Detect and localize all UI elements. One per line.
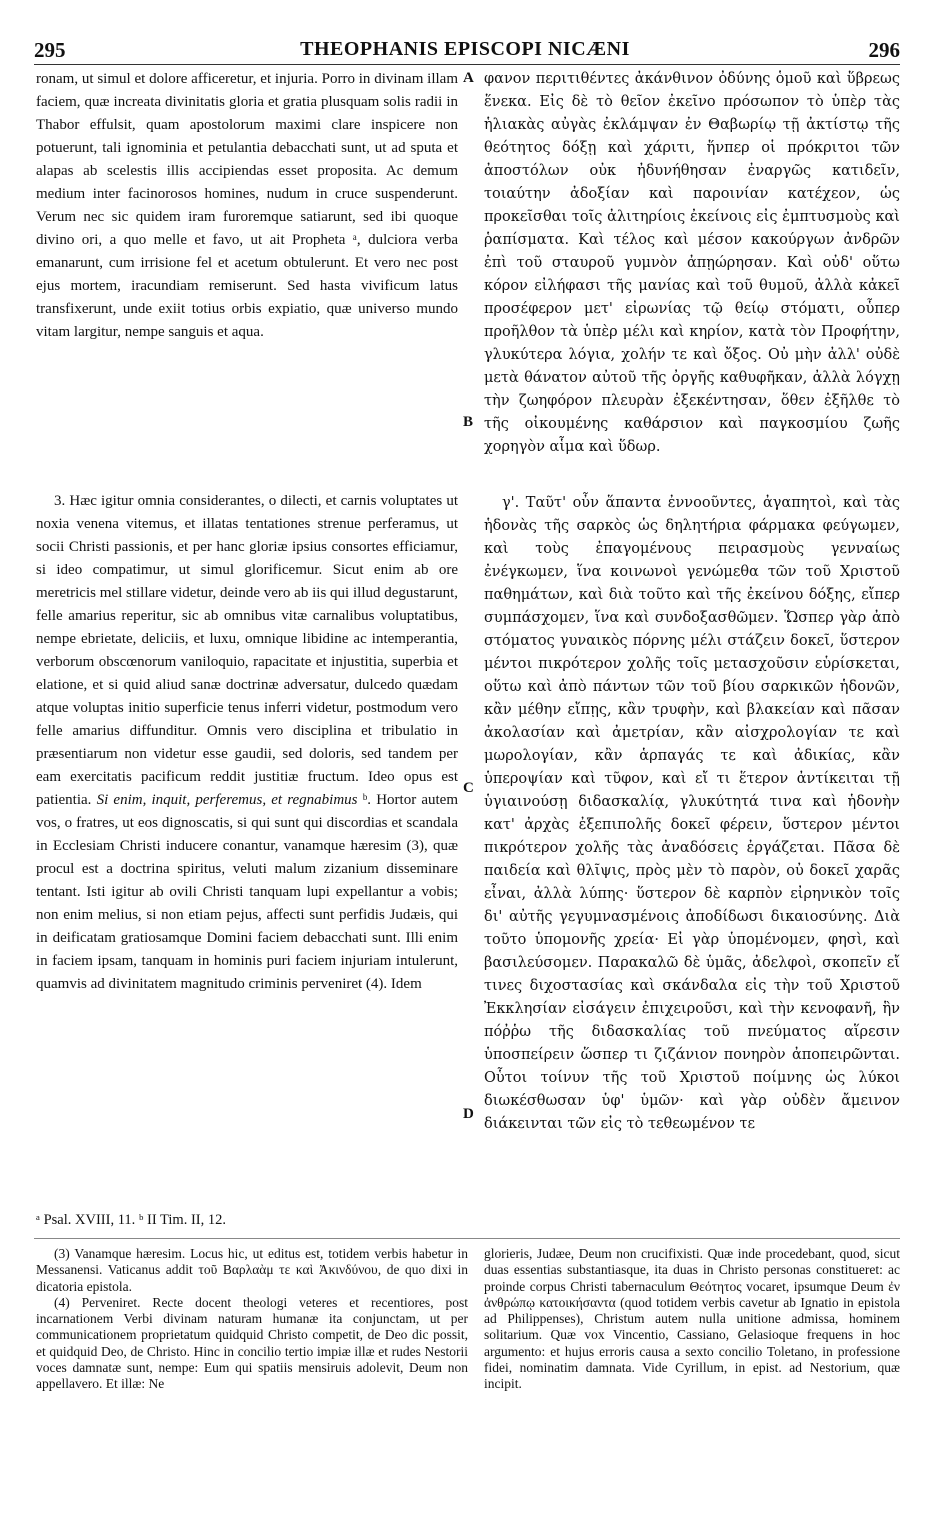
latin-paragraph-2-b: ᵇ. Hortor autem vos, o fratres, ut eos dignoscatis, si qui sunt qui discordias et scandala in Ecclesiam Christi inducere conantur, vanamque hæresim (3), quæ procul est a doctrina spiritus, veluti malum zizanium disseminare tentant. Isti igitur ab ovili Christi tanquam lupi expellantur a vobis; non enim melius, si non etiam pejus, affecti sunt perfidis Judæis, qui in deificatam gratiosamque Domini faciem debacchati sunt. Illi enim in faciem ipsam, tanquam in hominis puri faciem injuriam intulerunt, quamvis ad divinitatem magnitudo criminis perveniret (4). Idem [36, 792, 459, 992]
notes-rule [34, 1238, 900, 1239]
latin-paragraph-2-a: 3. Hæc igitur omnia considerantes, o dilecti, et carnis voluptates ut noxia venena vitemus, et illatas tentationes strenue perferamus, ut socii Christi passionis, et per hanc gloriæ ipsius consortes efficiamur, si ideo compatimur, ut simul glorificemur. Sicut enim ab ore meretricis mel stillare videtur, deinde vero ab iis qui illud degustarunt, felle amarius reperitur, sic ab omnibus vitæ carnalibus voluptatibus, nempe ebrietate, deliciis, et luxu, omnique libidine ac intemperantia, verborum obscœnorum vaniloquio, rapacitate et injustitia, superbia et elatione, et si quid aliud sanæ doctrinæ adversatur, dulcedo quædam atque voluptas initio superficie tenus inferri videtur, postmodum vero felle amarius diffunditur. Omnis vero disciplina et tribulatio in præsentiarum non videtur esse gaudii, sed doloris, sed tandem per eam exercitatis pacificum reddit justitiæ fructum. Ideo opus est patientia. [36, 493, 458, 808]
page-header [30, 38, 900, 66]
margin-letter-d: D [463, 1106, 474, 1122]
margin-letter-a: A [463, 70, 474, 86]
greek-text-lower [484, 492, 900, 1136]
page-number-right: 296 [868, 38, 900, 62]
scripture-references: ᵃ Psal. XVIII, 11. ᵇ II Tim. II, 12. [36, 1212, 226, 1228]
latin-paragraph-2 [36, 490, 458, 996]
latin-scripture-quote: Si enim, inquit, perferemus, et regnabimus [96, 792, 358, 808]
note-3: (3) Vanamque hæresim. Locus hic, ut editus est, totidem verbis habetur in Messanensi. Vaticanus addit τοῦ Βαρλαὰμ τε καὶ Ἀκινδύνου, de quo dixi in dicatoria epistola. [36, 1246, 468, 1294]
margin-letter-c: C [463, 780, 474, 796]
greek-text-upper [484, 68, 900, 459]
margin-letter-b: B [463, 414, 474, 430]
notes-right-column [484, 1246, 900, 1393]
greek-paragraph-2: γ'. Ταῦτ' οὖν ἅπαντα ἐννοοῦντες, ἀγαπητοὶ, καὶ τὰς ἡδονὰς τῆς σαρκὸς ὡς δηλητήρια φάρμακα φεύγωμεν, καὶ τοὺς ἐπαγομένους πειρασμοὺς γενναίως ἐνέγκωμεν, ἵνα κοινωνοὶ γενώμεθα τῶν τοῦ Χριστοῦ παθημάτων, καὶ διὰ τοῦτο καὶ τῆς ἐκείνου δόξης, εἴπερ συμπάσχομεν, ἵνα καὶ συνδοξασθῶμεν. Ὥσπερ γὰρ ἀπὸ στόματος γυναικὸς πόρνης μέλι στάζειν δοκεῖ, ὕστερον μέντοι πικρότερον χολῆς τοῖς μετασχοῦσιν εὑρίσκεται, οὕτω καὶ ἀπὸ πάντων τῶν τοῦ βίου σαρκικῶν ἡδονῶν, κἂν μέθην εἴπῃς, κἂν τρυφὴν, καὶ βλακείαν καὶ πᾶσαν ἀκολασίαν καὶ ἀμετρίαν, κἂν αἰσχρολογίαν τε καὶ μωρολογίαν, κἂν ἁρπαγάς τε καὶ ἀδικίας, κἂν ὑπεροψίαν καὶ τῦφον, καὶ εἴ τι ἕτερον ἀντίκειται τῇ ὑγιαινούσῃ διδασκαλίᾳ, γλυκύτητά τινα καὶ ἡδονὴν κατ' ἀρχὰς ἐξεπιπολῆς δοκεῖ φέρειν, ὕστερον μέντοι πικρότερον χολῆς τὰς ἀναδόσεις ἐργάζεται. Πᾶσα δὲ παιδεία καὶ θλῖψις, πρὸς μὲν τὸ παρὸν, οὐ δοκεῖ χαρᾶς εἶναι, ἀλλὰ λύπης· ὕστερον δὲ καρπὸν εἰρηνικὸν τοῖς δι' αὐτῆς γεγυμνασμένοις ἀποδίδωσι δικαιοσύνης. Διὰ τοῦτο ὑπομονῆς χρεία· Εἰ γὰρ ὑπομένομεν, φησὶ, καὶ βασιλεύσομεν. Παρακαλῶ δὲ ὑμᾶς, ἀδελφοὶ, σκοπεῖν εἴ τινες διχοστασίας καὶ σκάνδαλα εἰς τὴν τοῦ Χριστοῦ Ἐκκλησίαν εἰσάγειν ἐπιχειροῦσι, καὶ τὴν κενοφανῆ, ἣν πόῤῥω τῆς διδασκαλίας τοῦ πνεύματος αἵρεσιν ὑποσπείρειν ὥσπερ τι ζιζάνιον πονηρὸν ἀποπειρῶνται. Οὗτοι τοίνυν τῆς τοῦ Χριστοῦ ποίμνης ὡς λύκοι διωκέσθωσαν ὑφ' ὑμῶν· καὶ γὰρ οὐδὲν ἄμεινον διάκεινται τῶν εἰς τὸ τεθεωμένον τε [484, 495, 900, 1132]
latin-text-upper [36, 68, 458, 344]
note-4: (4) Perveniret. Recte docent theologi veteres et recentiores, post incarnationem Verbi divinam naturam humanæ ita conjunctam, ut per communicationem proprietatum quidquid Christo competit, de Deo dic possit, et quidquid Deo, de Christo. Hinc in concilio tertio impiæ illæ et rudes Nestorii voces damnatæ sunt, nempe: Eum qui spatiis mensiruis adolevit, Deum non appellavero. Et illæ: Ne [36, 1294, 468, 1392]
header-rule [34, 64, 900, 65]
running-title: THEOPHANIS EPISCOPI NICÆNI [300, 38, 630, 60]
page-number-left: 295 [34, 38, 66, 62]
note-4-continued: glorieris, Judæe, Deum non crucifixisti. Quæ inde procedebant, quod, sicut duas essentias substantiasque, ita duas in Christo personas constitueret: ac proinde corpus Christi tabernaculum Θεότητος vocaret, ipsumque Deum ἐν ἀνθρώπῳ κατοικήσαντα (quod totidem verbis cavetur ab Ignatio in epistola ad Philippenses), Christum autem nulla unitione admissa, hominem solitarium. Quæ vox Vincentio, Cassiano, Gelasioque frequens in hoc argumento: et hujus erroris causa a sexto concilio Toletano, in professione fidei, nominatim damnata. Vide Cyrillum, in epist. ad Nestorium, quæ incipit. [484, 1246, 900, 1392]
latin-text-lower [36, 490, 458, 996]
latin-paragraph-1: ronam, ut simul et dolore afficeretur, et injuria. Porro in divinam illam faciem, quæ increata divinitatis gloria et gratia plusquam solis radii in Thabor effulsit, quam apostolorum maximi clare inspicere non potuerunt, tali ignominia et petulantia debacchati sunt, ut ad sputa et alapas ab scelestis illis accipiendas esset proposita. Ac demum medium inter facinorosos homines, nudum in cruce suspenderunt. Verum nec sic quidem iram furoremque satiarunt, sed ibi quoque divino ori, a quo melle et favo, ut ait Propheta ᵃ, dulciora verba emanarunt, cum irrisione fel et acetum obtulerunt. Et vero nec post ejus mortem, iracundiam remiserunt. Sed hasta vivificum latus transfixerunt, unde exiit totius orbis expiatio, quæ universo mundo vitam largitur, nempe sanguis et aqua. [36, 71, 458, 340]
greek-paragraph-1: φανον περιτιθέντες ἀκάνθινον ὀδύνης ὁμοῦ καὶ ὕβρεως ἕνεκα. Εἰς δὲ τὸ θεῖον ἐκεῖνο πρόσωπον τὸ ὑπὲρ τὰς ἡλιακὰς αὐγὰς ἐκλάμψαν ἐν Θαβωρίῳ τῇ ἀκτίστῳ τῆς θεότητος δόξῃ καὶ χάριτι, ἥνπερ οἱ πρόκριτοι τῶν ἀποστόλων οὐκ ἠδυνήθησαν ἐναργῶς κατιδεῖν, τοιαύτην ἀδοξίαν καὶ παροινίαν κατέχεον, ὡς προκεῖσθαι τοῖς ἀλιτηρίοις ἐκείνοις εἰς ἐμπτυσμοὺς καὶ ῥαπίσματα. Καὶ τέλος καὶ μέσον κακούργων ἀνδρῶν ἐπὶ τοῦ σταυροῦ γυμνὸν ἀπῃώρησαν. Καὶ οὐδ' οὕτω κόρον εἰλήφασι τῆς μανίας καὶ τοῦ θυμοῦ, ἀλλὰ κἀκεῖ προσέφερον μετ' εἰρωνίας τῷ θείῳ στόματι, οὗπερ προῆλθον τὰ ὑπὲρ μέλι καὶ κηρίον, κατὰ τὸν Προφήτην, γλυκύτερα λόγια, χολήν τε καὶ ὄξος. Οὐ μὴν ἀλλ' οὐδὲ μετὰ θάνατον αὐτοῦ τῆς ὀργῆς καθυφῆκαν, ἀλλὰ λόγχῃ τὴν ζωηφόρον πλευρὰν ἐξεκέντησαν, ὅθεν ἐξῆλθε τὸ τῆς οἰκουμένης καθάρσιον καὶ παγκοσμίου ζωῆς χορηγὸν αἷμα καὶ ὕδωρ. [484, 71, 900, 455]
notes-left-column [36, 1246, 468, 1393]
